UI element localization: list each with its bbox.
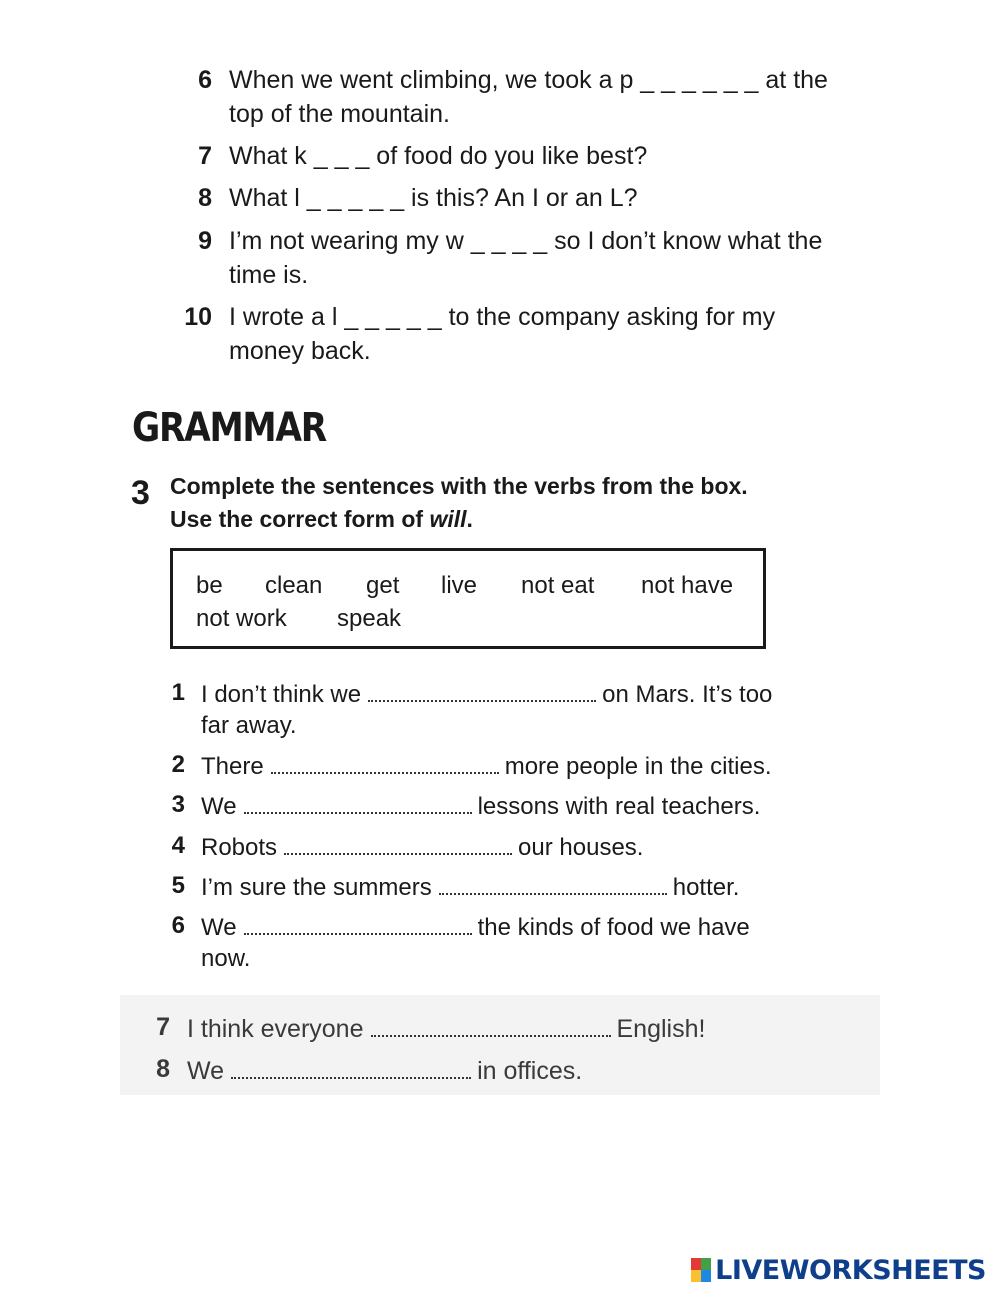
word-live: live bbox=[441, 572, 478, 599]
answer-blank[interactable] bbox=[371, 1011, 611, 1037]
item-text: What k _ _ _ of food do you like best? bbox=[229, 142, 648, 170]
word-not-eat: not eat bbox=[521, 572, 595, 599]
item-number: 2 bbox=[171, 751, 185, 778]
word-get: get bbox=[366, 572, 400, 599]
item-number: 7 bbox=[198, 142, 212, 170]
word-be: be bbox=[196, 572, 223, 599]
word-not-have: not have bbox=[641, 572, 734, 599]
item-number: 1 bbox=[171, 679, 185, 706]
item-text: What l _ _ _ _ _ is this? An I or an L? bbox=[229, 184, 638, 212]
item-number: 5 bbox=[171, 872, 185, 899]
liveworksheets-logo bbox=[691, 1252, 986, 1288]
exercise-number: 3 bbox=[131, 474, 150, 512]
answer-blank[interactable] bbox=[244, 909, 472, 935]
answer-blank[interactable] bbox=[244, 788, 472, 814]
item-number: 4 bbox=[171, 832, 185, 859]
item-number: 6 bbox=[171, 912, 185, 939]
item-number: 7 bbox=[156, 1013, 170, 1041]
item-number: 6 bbox=[198, 66, 212, 94]
item-number: 3 bbox=[171, 791, 185, 818]
answer-blank[interactable] bbox=[231, 1053, 471, 1079]
word-box bbox=[170, 548, 766, 649]
item-number: 10 bbox=[184, 303, 212, 331]
item-number: 9 bbox=[198, 227, 212, 255]
word-speak: speak bbox=[337, 605, 402, 632]
logo-mark-icon bbox=[691, 1258, 711, 1282]
answer-blank[interactable] bbox=[368, 676, 596, 702]
section-title: GRAMMAR bbox=[132, 405, 326, 451]
answer-blank[interactable] bbox=[271, 748, 499, 774]
item-number: 8 bbox=[156, 1055, 170, 1083]
item-text: When we went climbing, we took a p _ _ _ _ _ _ at the top of the mountain. bbox=[229, 66, 828, 128]
item-number: 8 bbox=[198, 184, 212, 212]
word-clean: clean bbox=[265, 572, 323, 599]
item-text: I’m not wearing my w _ _ _ _ so I don’t know what the time is. bbox=[229, 227, 823, 289]
item-text: I wrote a l _ _ _ _ _ to the company asking for my money back. bbox=[229, 303, 776, 365]
answer-blank[interactable] bbox=[284, 829, 512, 855]
word-not-work: not work bbox=[196, 605, 287, 632]
exercise-instructions: Complete the sentences with the verbs from the box. Use the correct form of will. bbox=[170, 473, 748, 532]
answer-blank[interactable] bbox=[439, 869, 667, 895]
logo-text: LIVEWORKSHEETS bbox=[715, 1254, 986, 1286]
